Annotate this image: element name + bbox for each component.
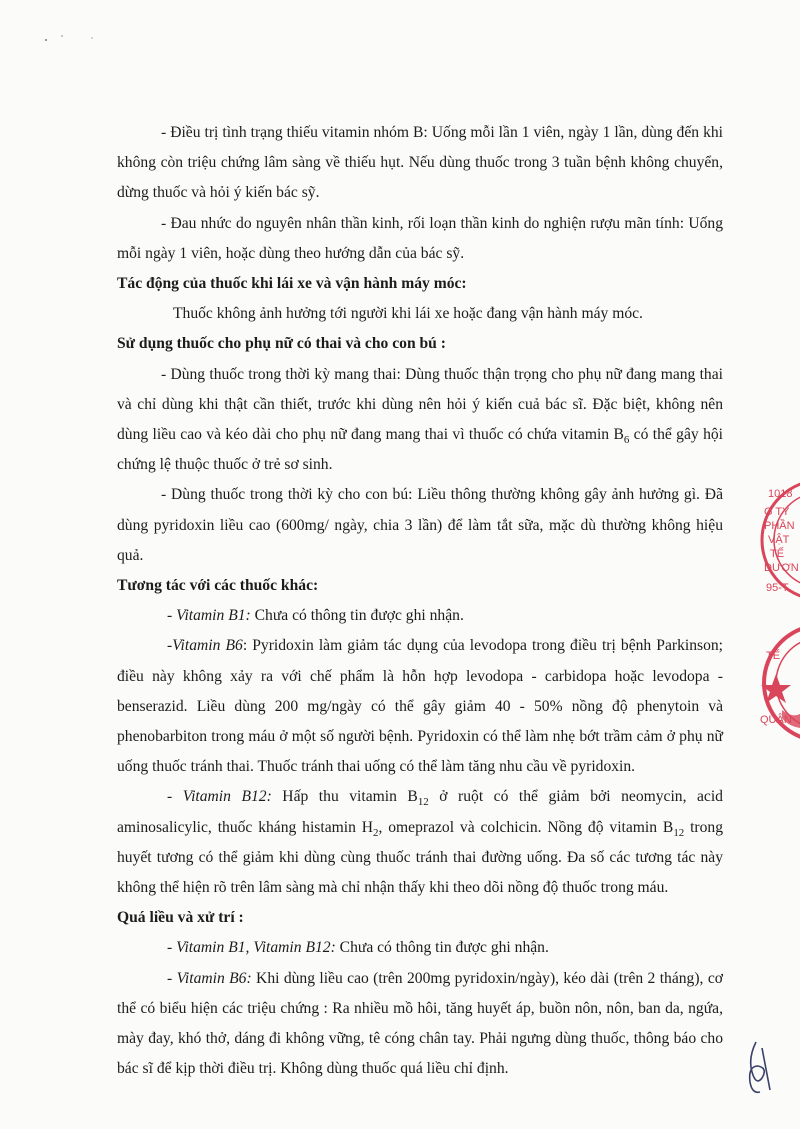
paragraph-driving: Thuốc không ảnh hưởng tới người khi lái xe hoặc đang vận hành máy móc. <box>173 305 643 323</box>
document-body <box>117 118 723 1085</box>
seal-text: TẾ <box>770 548 785 560</box>
company-seal-stamp <box>752 478 800 740</box>
heading-interactions: Tương tác với các thuốc khác: <box>117 577 319 595</box>
heading-driving: Tác động của thuốc khi lái xe và vận hành máy móc: <box>117 275 467 293</box>
paragraph-vitamin-b-deficiency: - Điều trị tình trạng thiếu vitamin nhóm B: Uống mỗi lần 1 viên, ngày 1 lần, dùng đến khi không còn triệu chứng lâm sàng về thiếu hụt. Nếu dùng thuốc trong 3 tuần bệnh không chuyển, dừng thuốc và hỏi ý kiến bác sỹ. <box>117 124 723 202</box>
paragraph-interaction-b1: - Vitamin B1: Chưa có thông tin được ghi nhận. <box>167 607 464 625</box>
seal-text: 95-T <box>766 582 789 594</box>
paragraph-pregnancy: - Dùng thuốc trong thời kỳ mang thai: Dùng thuốc thận trọng cho phụ nữ đang mang thai và chỉ dùng khi thật cần thiết, trước khi dùng nên hỏi ý kiến cuả bác sĩ. Đặc biệt, không nên dùng liều cao và kéo dài cho phụ nữ đang mang thai vì thuốc có chứa vitamin $B_6$ có thể gây hội chứng lệ thuộc thuốc ở trẻ sơ sinh. <box>117 365 723 474</box>
paragraph-breastfeeding: - Dùng thuốc trong thời kỳ cho con bú: Liều thông thường không gây ảnh hưởng gì. Đã dùng pyridoxin liều cao (600mg/ ngày, chia 3 lần) để làm tắt sữa, mặc dù thường không hiệu quả. <box>117 486 723 564</box>
paragraph-interaction-b6: -Vitamin B6: Pyridoxin làm giảm tác dụng của levodopa trong điều trị bệnh Parkinson; điều này không xảy ra với chế phẩm là hỗn hợp levodopa - carbidopa hoặc levodopa - benserazid. Liều dùng 200 mg/ngày có thể gây giảm 40 - 50% nồng độ phenytoin và phenobarbiton trong máu ở một số người bệnh. Pyridoxin có thể làm nhẹ bớt trầm cảm ở phụ nữ uống thuốc tránh thai. Thuốc tránh thai uống có thể làm tăng nhu cầu về pyridoxin. <box>117 637 723 776</box>
paragraph-overdose-b6: - Vitamin B6: Khi dùng liều cao (trên 200mg pyridoxin/ngày), kéo dài (trên 2 tháng), cơ thể có biểu hiện các triệu chứng : Ra nhiều mồ hôi, tăng huyết áp, buồn nôn, nôn, ban da, ngứa, mày đay, khó thở, dáng đi không vững, tê cóng chân tay. Phải ngưng dùng thuốc, thông báo cho bác sĩ để kịp thời điều trị. Không dùng thuốc quá liều chỉ định. <box>117 969 723 1078</box>
paragraph-interaction-b12: - Vitamin B12: Hấp thu vitamin $B_{12}$ ở ruột có thể giảm bởi neomycin, acid aminosalicylic, thuốc kháng histamin $H_2$, omeprazol và colchicin. Nồng độ vitamin $B_{12}$ trong huyết tương có thể giảm khi dùng cùng thuốc tránh thai đường uống. Đa số các tương tác này không thể hiện rõ trên lâm sàng mà chỉ nhận thấy khi theo dõi nồng độ thuốc trong máu. <box>117 788 723 897</box>
seal-text: PHẦN <box>764 520 795 532</box>
handwritten-signature <box>738 1038 778 1098</box>
scan-speck <box>40 30 110 46</box>
paragraph-overdose-b1-b12: - Vitamin B1, Vitamin B12: Chưa có thông tin được ghi nhận. <box>167 939 549 957</box>
heading-pregnancy: Sử dụng thuốc cho phụ nữ có thai và cho con bú : <box>117 335 446 353</box>
heading-overdose: Quá liều và xử trí : <box>117 909 244 927</box>
seal-text: 1018 <box>768 488 793 500</box>
seal-text: TẾ <box>766 650 781 662</box>
subscript-6: 6 <box>623 434 630 447</box>
seal-text: DƯƠN <box>764 562 799 574</box>
seal-text: QUÂN <box>760 714 792 726</box>
paragraph-neuralgia: - Đau nhức do nguyên nhân thần kinh, rối loạn thần kinh do nghiện rượu mãn tính: Uống mỗi ngày 1 viên, hoặc dùng theo hướng dẫn của bác sỹ. <box>117 214 723 262</box>
seal-text: VẬT <box>768 534 790 546</box>
seal-text: G TY <box>764 506 790 518</box>
